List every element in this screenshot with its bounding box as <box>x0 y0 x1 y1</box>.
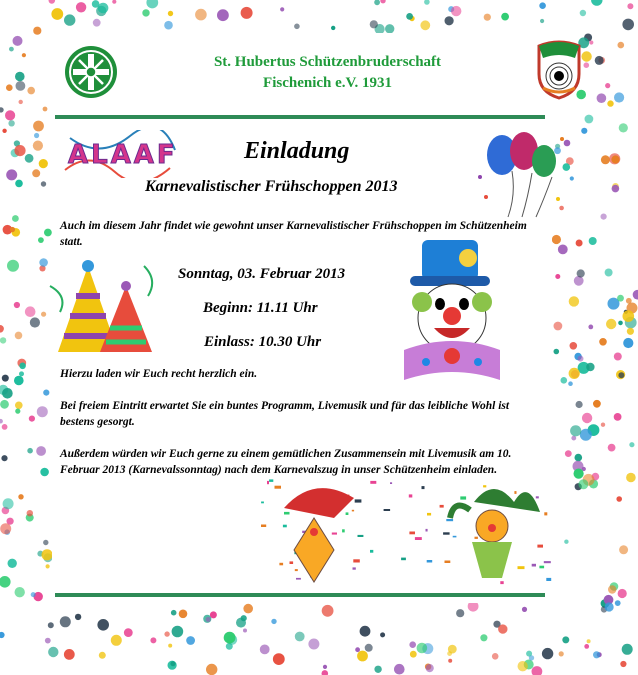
balloons-icon <box>472 125 567 220</box>
confetti-dot <box>22 53 26 57</box>
confetti-dot <box>33 27 41 35</box>
confetti-dot <box>9 47 14 52</box>
confetti-dot <box>25 154 34 163</box>
streamer-piece <box>544 561 551 563</box>
confetti-dot <box>25 306 36 317</box>
confetti-dot <box>2 388 13 399</box>
confetti-dot <box>568 381 573 386</box>
event-date: Sonntag, 03. Februar 2013 <box>178 266 346 282</box>
confetti-dot <box>498 624 507 633</box>
confetti-dot <box>0 632 5 638</box>
confetti-dot <box>92 0 100 8</box>
confetti-dot <box>44 229 52 237</box>
streamer-piece <box>370 481 376 484</box>
confetti-dot <box>186 636 195 645</box>
confetti-dot <box>580 429 592 441</box>
streamer-piece <box>295 569 298 571</box>
club-name-line1: St. Hubertus Schützenbruderschaft <box>213 54 442 70</box>
confetti-dot <box>618 589 627 598</box>
confetti-dot <box>18 494 23 499</box>
streamer-piece <box>384 509 391 511</box>
confetti-dot <box>41 312 46 317</box>
program-paragraph: Bei freiem Eintritt erwartet Sie ein buntes Programm, Livemusik und für das leibliche Wohl ist bestens gesorgt. <box>60 400 510 428</box>
confetti-dot <box>15 409 20 414</box>
confetti-dot <box>112 0 116 4</box>
confetti-dot <box>619 545 628 554</box>
confetti-dot <box>164 21 173 30</box>
streamer-piece <box>284 512 290 515</box>
confetti-dot <box>608 444 616 452</box>
confetti-dot <box>532 666 543 675</box>
confetti-dot <box>618 42 625 49</box>
intro-paragraph: Auch im diesem Jahr findet wie gewohnt unser Karnevalistischer Frühschoppen im Schützenheim statt. <box>60 220 527 248</box>
confetti-dot <box>206 617 211 622</box>
confetti-dot <box>241 7 253 19</box>
confetti-dot <box>584 644 589 649</box>
streamer-piece <box>261 525 266 528</box>
confetti-dot <box>19 371 24 376</box>
confetti-dot <box>618 372 624 378</box>
confetti-dot <box>195 9 207 21</box>
club-name <box>190 52 465 94</box>
confetti-dot <box>406 13 413 20</box>
confetti-dot <box>32 169 40 177</box>
confetti-dot <box>570 342 578 350</box>
confetti-dot <box>617 295 624 302</box>
confetti-dot <box>570 425 581 436</box>
streamer-piece <box>426 529 428 532</box>
confetti-dot <box>12 215 19 222</box>
confetti-dot <box>179 610 188 619</box>
confetti-dot <box>241 615 247 621</box>
confetti-dot <box>555 274 560 279</box>
confetti-dot <box>172 626 184 638</box>
confetti-dot <box>559 651 564 656</box>
target-crest-icon <box>535 38 583 100</box>
confetti-dot <box>612 185 620 193</box>
confetti-dot <box>539 2 546 9</box>
streamer-piece <box>445 561 451 564</box>
confetti-dot <box>601 423 605 427</box>
confetti-dot <box>0 400 9 409</box>
confetti-dot <box>615 600 621 606</box>
confetti-dot <box>564 540 568 544</box>
confetti-dot <box>526 651 532 657</box>
confetti-dot <box>206 664 217 675</box>
confetti-dot <box>29 416 35 422</box>
confetti-dot <box>322 670 329 675</box>
confetti-dot <box>64 649 75 660</box>
confetti-dot <box>601 214 607 220</box>
confetti-dot <box>518 661 528 671</box>
confetti-dot <box>357 651 368 662</box>
streamer-piece <box>358 535 364 537</box>
confetti-dot <box>599 338 607 346</box>
confetti-dot <box>271 619 276 624</box>
streamer-piece <box>290 561 294 564</box>
club-name-line2: Fischenich e.V. 1931 <box>263 75 392 91</box>
confetti-dot <box>0 337 6 343</box>
streamer-piece <box>536 496 539 498</box>
confetti-dot <box>331 26 335 30</box>
streamer-piece <box>500 581 503 584</box>
streamer-piece <box>352 510 354 512</box>
welcome-paragraph: Hierzu laden wir Euch recht herzlich ein. <box>60 368 258 380</box>
confetti-dot <box>586 363 594 371</box>
confetti-dot <box>39 159 48 168</box>
streamer-piece <box>446 519 453 521</box>
confetti-dot <box>7 260 19 272</box>
confetti-dot <box>365 644 373 652</box>
confetti-dot <box>522 607 527 612</box>
streamer-piece <box>475 537 478 539</box>
confetti-dot <box>15 587 25 597</box>
confetti-dot <box>40 468 49 477</box>
confetti-dot <box>587 639 591 643</box>
confetti-dot <box>2 375 9 382</box>
confetti-dot <box>605 602 614 611</box>
confetti-dot <box>574 469 584 479</box>
streamer-piece <box>440 505 444 508</box>
streamer-piece <box>409 532 415 535</box>
confetti-dot <box>217 9 229 21</box>
confetti-dot <box>243 629 247 633</box>
confetti-dot <box>19 363 26 370</box>
streamer-piece <box>355 499 362 502</box>
confetti-dot <box>629 442 634 447</box>
confetti-dot <box>606 319 616 329</box>
confetti-dot <box>614 92 624 102</box>
confetti-dot <box>8 559 17 568</box>
confetti-dot <box>633 290 638 300</box>
streamer-piece <box>544 512 547 515</box>
confetti-dot <box>64 14 75 25</box>
streamer-piece <box>443 532 450 534</box>
streamer-piece <box>353 567 356 569</box>
confetti-dot <box>6 84 13 91</box>
confetti-dot <box>27 87 35 95</box>
confetti-dot <box>480 634 487 641</box>
streamer-piece <box>283 525 287 528</box>
confetti-dot <box>14 376 24 386</box>
streamer-piece <box>342 529 345 532</box>
confetti-dot <box>280 7 284 11</box>
confetti-dot <box>76 2 86 12</box>
confetti-dot <box>10 227 15 232</box>
streamer-piece <box>546 578 551 581</box>
confetti-dot <box>2 129 6 133</box>
confetti-dot <box>554 349 560 355</box>
confetti-dot <box>38 237 44 243</box>
streamer-piece <box>537 545 543 548</box>
streamer-piece <box>346 512 349 515</box>
alaaf-text: ALAAF <box>68 140 178 170</box>
confetti-dot <box>43 107 48 112</box>
streamer-piece <box>267 481 269 484</box>
confetti-dot <box>210 611 217 618</box>
alaaf-graphic <box>60 130 180 178</box>
event-subtitle: Karnevalistischer Frühschoppen 2013 <box>145 178 398 195</box>
confetti-dot <box>561 377 568 384</box>
confetti-dot <box>43 390 49 396</box>
confetti-dot <box>60 616 71 627</box>
confetti-dot <box>15 332 23 340</box>
confetti-dot <box>0 107 4 112</box>
streamer-piece <box>353 559 360 562</box>
confetti-dot <box>8 120 14 126</box>
confetti-dot <box>6 169 17 180</box>
confetti-dot <box>164 631 169 636</box>
confetti-dot <box>124 628 133 637</box>
confetti-dot <box>30 317 40 327</box>
confetti-dot <box>27 510 33 516</box>
confetti-dot <box>98 3 109 14</box>
confetti-dot <box>558 245 568 255</box>
clown-icon <box>398 236 506 384</box>
confetti-dot <box>623 310 635 322</box>
confetti-dot <box>15 402 23 410</box>
confetti-dot <box>585 115 594 124</box>
confetti-dot <box>571 436 576 441</box>
confetti-dot <box>146 0 158 8</box>
confetti-dot <box>16 81 26 91</box>
confetti-dot <box>593 651 600 658</box>
confetti-dot <box>27 448 33 454</box>
confetti-dot <box>15 72 25 82</box>
confetti-dot <box>565 450 572 457</box>
confetti-dot <box>51 8 63 20</box>
streamer-piece <box>332 533 337 535</box>
confetti-dot <box>14 302 20 308</box>
confetti-dot <box>501 13 509 21</box>
followup-paragraph: Außerdem würden wir Euch gerne zu einem gemütlichen Zusammensein mit Livemusik am 10. Februar 2013 (Karnevalssonntag) nach dem Karnevalszug in unser Schützenheim einladen. <box>60 448 512 476</box>
confetti-dot <box>569 296 579 306</box>
top-divider <box>55 115 545 119</box>
confetti-dot <box>445 16 454 25</box>
confetti-dot <box>33 121 44 132</box>
confetti-dot <box>619 123 628 132</box>
confetti-dot <box>605 83 610 88</box>
confetti-dot <box>597 93 607 103</box>
confetti-dot <box>170 661 175 666</box>
confetti-dot <box>589 237 597 245</box>
confetti-dot <box>260 645 270 655</box>
confetti-dot <box>19 100 23 104</box>
confetti-dot <box>582 413 592 423</box>
streamer-piece <box>269 479 273 482</box>
confetti-dot <box>607 100 613 106</box>
confetti-dot <box>588 325 593 330</box>
confetti-dot <box>584 62 590 68</box>
confetti-dot <box>224 632 236 644</box>
confetti-dot <box>574 276 584 286</box>
party-hats-icon <box>48 256 160 360</box>
streamer-piece <box>261 502 264 504</box>
confetti-dot <box>623 338 633 348</box>
streamer-piece <box>390 482 392 484</box>
confetti-dot <box>374 0 380 5</box>
streamer-piece <box>460 496 466 499</box>
confetti-dot <box>484 14 491 21</box>
confetti-dot <box>243 604 253 614</box>
confetti-dot <box>142 9 149 16</box>
confetti-dot <box>591 0 602 6</box>
confetti-dot <box>562 636 569 643</box>
confetti-dot <box>380 632 385 637</box>
confetti-dot <box>97 619 109 631</box>
confetti-dot <box>569 368 580 379</box>
confetti-dot <box>492 653 499 660</box>
confetti-dot <box>15 180 23 188</box>
confetti-dot <box>360 626 371 637</box>
confetti-dot <box>2 424 8 430</box>
confetti-dot <box>593 400 601 408</box>
confetti-dot <box>595 56 604 65</box>
confetti-dot <box>322 605 334 617</box>
confetti-dot <box>273 653 285 665</box>
confetti-dot <box>608 585 616 593</box>
confetti-dot <box>578 356 584 362</box>
confetti-dot <box>48 622 54 628</box>
confetti-dot <box>323 665 327 669</box>
streamer-piece <box>427 560 433 563</box>
streamer-piece <box>279 563 283 566</box>
confetti-dot <box>45 638 51 644</box>
confetti-dot <box>409 641 416 648</box>
confetti-dot <box>576 401 583 408</box>
confetti-dot <box>48 647 58 657</box>
confetti-dot <box>394 664 405 675</box>
confetti-dot <box>618 321 623 326</box>
confetti-dot <box>374 666 381 673</box>
streamer-piece <box>370 550 373 553</box>
confetti-dot <box>626 473 636 483</box>
streamer-piece <box>453 536 457 538</box>
confetti-dot <box>448 659 452 663</box>
confetti-dot <box>627 3 633 9</box>
streamer-piece <box>422 486 425 489</box>
confetti-dot <box>150 637 156 643</box>
confetti-dot <box>576 240 583 247</box>
confetti-dot <box>577 269 585 277</box>
confetti-dot <box>43 540 48 545</box>
confetti-dot <box>39 258 48 267</box>
streamer-piece <box>275 486 282 489</box>
invitation-title: Einladung <box>244 138 350 164</box>
confetti-dot <box>46 564 50 568</box>
streamer-piece <box>296 578 301 580</box>
streamer-piece <box>539 566 544 569</box>
confetti-dot <box>620 661 626 667</box>
confetti-dot <box>605 269 613 277</box>
confetti-dot <box>0 419 3 424</box>
streamer-piece <box>427 513 431 516</box>
confetti-dot <box>426 664 434 672</box>
confetti-dot <box>31 592 36 597</box>
streamer-piece <box>483 485 486 487</box>
confetti-dot <box>5 110 15 120</box>
confetti-dot <box>575 454 583 462</box>
confetti-dot <box>0 576 11 588</box>
confetti-dot <box>456 609 464 617</box>
streamer-piece <box>401 558 406 561</box>
confetti-dot <box>616 496 622 502</box>
confetti-dot <box>3 498 14 509</box>
confetti-dot <box>370 20 378 28</box>
confetti-dot <box>93 19 101 27</box>
confetti-dot <box>111 635 122 646</box>
confetti-dot <box>355 647 360 652</box>
streamer-piece <box>514 491 516 494</box>
confetti-dot <box>578 479 588 489</box>
confetti-dot <box>1 455 7 461</box>
confetti-dot <box>540 19 544 23</box>
streamer-piece <box>532 564 536 567</box>
confetti-dot <box>581 128 587 134</box>
confetti-dot <box>36 446 46 456</box>
bottom-divider <box>55 593 545 597</box>
confetti-dot <box>601 155 610 164</box>
confetti-dot <box>295 632 305 642</box>
confetti-dot <box>308 639 319 650</box>
confetti-dot <box>410 651 417 658</box>
confetti-dot <box>552 235 561 244</box>
confetti-dot <box>614 353 622 361</box>
confetti-dot <box>554 322 563 331</box>
confetti-dot <box>447 651 452 656</box>
confetti-dot <box>168 11 173 16</box>
confetti-dot <box>37 406 48 417</box>
confetti-dot <box>614 413 622 421</box>
confetti-dot <box>380 0 385 3</box>
confetti-dot <box>622 644 633 655</box>
confetti-dot <box>0 325 4 333</box>
confetti-dot <box>580 10 586 16</box>
confetti-dot <box>570 176 574 180</box>
confetti-dot <box>611 155 619 163</box>
confetti-dot <box>417 643 428 654</box>
confetti-dot <box>294 24 300 30</box>
jesters-icon <box>254 478 554 588</box>
streamer-piece <box>415 537 422 540</box>
confetti-dot <box>171 610 177 616</box>
confetti-dot <box>168 644 172 648</box>
confetti-dot <box>622 19 634 31</box>
confetti-dot <box>420 20 430 30</box>
confetti-dot <box>0 523 11 534</box>
streamer-piece <box>518 566 525 569</box>
confetti-dot <box>542 648 553 659</box>
confetti-dot <box>13 36 23 46</box>
confetti-dot <box>33 141 43 151</box>
entry-time: Einlass: 10.30 Uhr <box>204 334 322 350</box>
confetti-dot <box>49 0 56 4</box>
start-time: Beginn: 11.11 Uhr <box>203 300 318 316</box>
confetti-dot <box>627 328 634 335</box>
confetti-dot <box>424 0 430 5</box>
confetti-dot <box>41 181 46 186</box>
confetti-dot <box>14 145 25 156</box>
confetti-dot <box>34 133 39 138</box>
confetti-dot <box>451 6 461 16</box>
confetti-dot <box>75 614 81 620</box>
streamer-piece <box>409 494 413 497</box>
confetti-dot <box>99 652 106 659</box>
club-emblem-cross-icon <box>63 44 119 100</box>
